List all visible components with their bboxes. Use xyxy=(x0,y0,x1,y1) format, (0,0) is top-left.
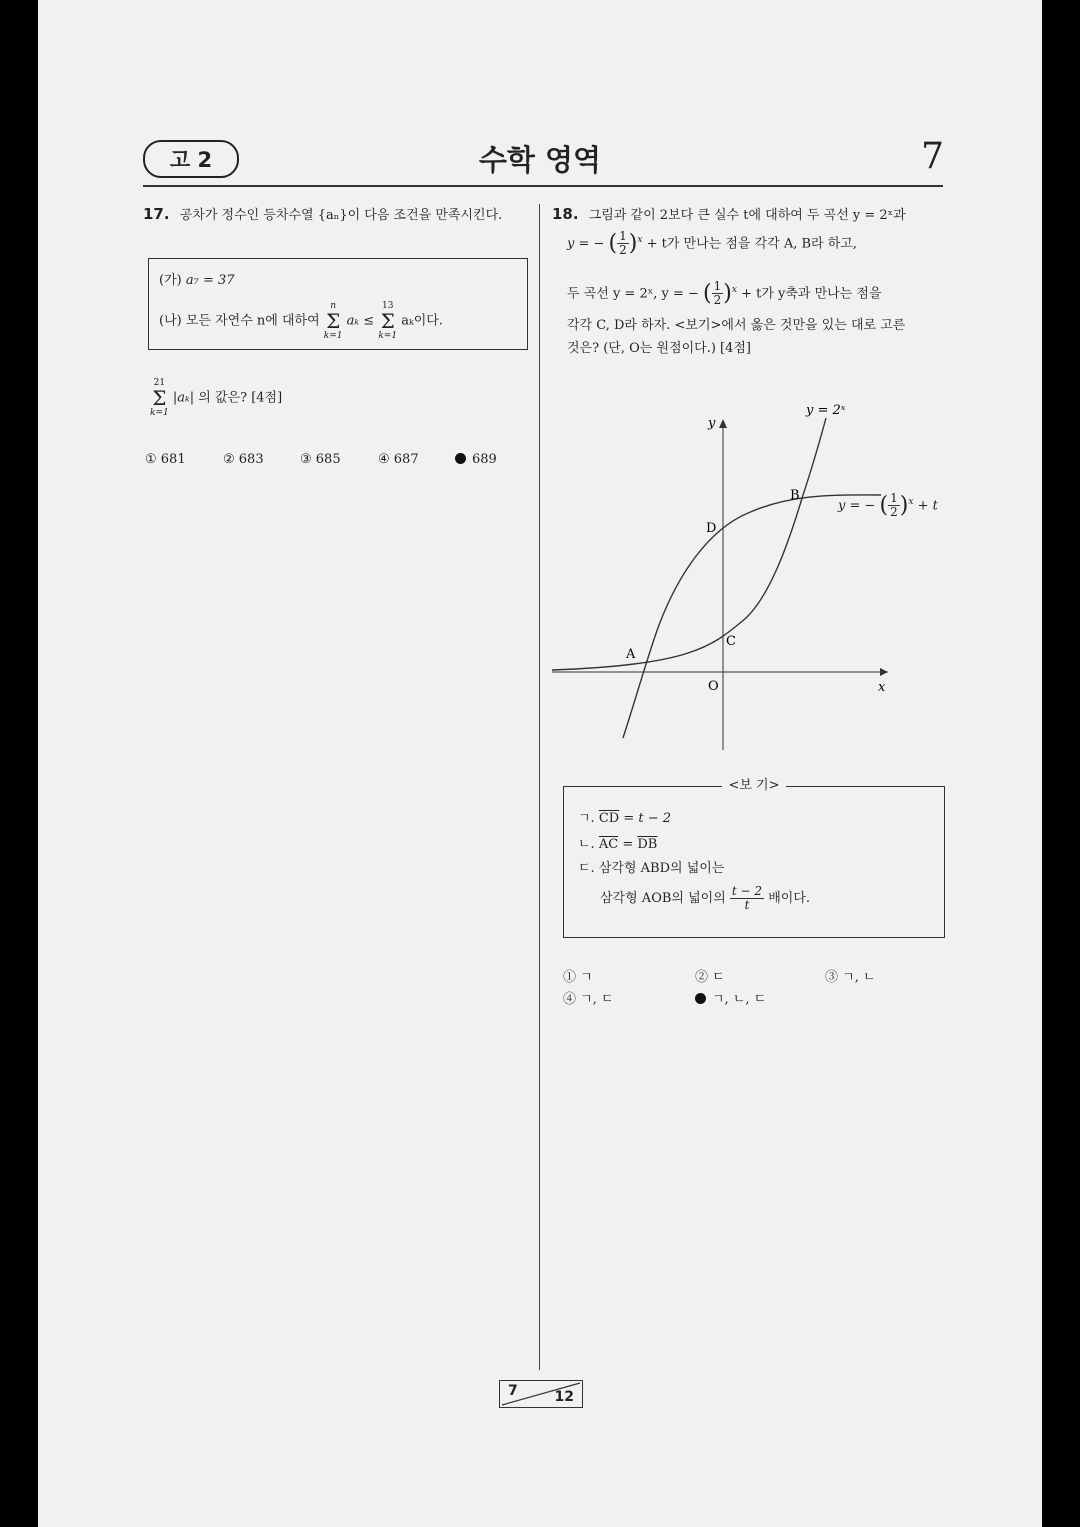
x-axis-label: x xyxy=(878,680,886,695)
exam-page xyxy=(38,0,1042,1527)
question-text-line2: y = − ( $\frac{1}{2}$ )$^x$ + t가 만나는 점을 각각 A, B라 하고, xyxy=(567,229,857,258)
condition-tail: aₖ이다. xyxy=(401,313,443,329)
page-indicator xyxy=(499,1380,583,1408)
curve-label-half: y = − ( $\frac{1}{2}$ )$^x$ + t xyxy=(838,491,938,520)
question-text-line5: 것은? (단, O는 원점이다.) [4점] xyxy=(567,341,752,356)
page-title: 수학 영역 xyxy=(478,143,602,177)
bogi-title: <보 기> xyxy=(722,778,785,793)
bogi-item-3: ㄷ. 삼각형 ABD의 넓이는 xyxy=(578,861,725,876)
grade-badge: 고 2 xyxy=(143,140,239,178)
choice-2[interactable]: ② ㄷ xyxy=(695,970,725,985)
choice-4[interactable]: ④ 687 xyxy=(378,452,419,467)
question-number: 17. xyxy=(143,205,170,223)
point-c-label: C xyxy=(726,634,736,649)
x-axis-arrow-icon xyxy=(880,668,888,676)
inequality: aₖ ≤ xyxy=(346,313,375,329)
current-page: 7 xyxy=(508,1383,518,1399)
page-number: 7 xyxy=(921,136,944,177)
bogi-item-2: ㄴ. $\overline{AC} = \overline{DB}$ xyxy=(578,837,658,852)
condition-na xyxy=(159,301,443,341)
condition-text: a₇ = 37 xyxy=(185,273,235,288)
sum-symbol: n Σ k=1 xyxy=(323,301,343,341)
header-rule xyxy=(143,185,943,187)
graph xyxy=(548,395,948,750)
choice-3[interactable]: ③ 685 xyxy=(300,452,341,467)
choice-1[interactable]: ① 681 xyxy=(145,452,186,467)
question-text: 그림과 같이 2보다 큰 실수 t에 대하여 두 곡선 y = 2ˣ과 xyxy=(588,208,906,223)
question-text: 공차가 정수인 등차수열 {aₙ}이 다음 조건을 만족시킨다. xyxy=(179,208,503,223)
choice-3[interactable]: ③ ㄱ, ㄴ xyxy=(825,970,876,985)
curve-label-2x: y = 2ˣ xyxy=(806,403,846,418)
point-b-label: B xyxy=(790,488,800,503)
question-18 xyxy=(552,204,942,226)
choice-5-marked[interactable]: ㄱ, ㄴ, ㄷ xyxy=(695,990,766,1010)
condition-label: (나) xyxy=(159,313,182,329)
curve-neg-half-x-plus-t xyxy=(623,495,881,738)
question-prompt: 21 Σ k=1 |aₖ| 의 값은? [4점] xyxy=(150,378,283,418)
point-d-label: D xyxy=(706,521,717,536)
condition-label: (가) xyxy=(159,273,182,288)
bogi-box xyxy=(563,778,945,938)
y-axis-label: y xyxy=(708,416,716,431)
condition-text: 모든 자연수 n에 대하여 xyxy=(185,313,320,329)
curve-exp-2x xyxy=(552,418,826,670)
filled-mark-icon xyxy=(695,993,706,1004)
choice-5-marked[interactable]: 689 xyxy=(455,450,497,470)
bogi-item-3-cont: 삼각형 AOB의 넓이의 $\frac{t - 2}{t}$ 배이다. xyxy=(600,884,811,912)
point-a-label: A xyxy=(626,647,636,662)
total-pages: 12 xyxy=(554,1389,574,1405)
filled-mark-icon xyxy=(455,453,466,464)
origin-label: O xyxy=(708,679,719,694)
y-axis-arrow-icon xyxy=(719,419,727,428)
sum-symbol: 13 Σ k=1 xyxy=(378,301,398,341)
column-divider xyxy=(539,204,540,1370)
choice-2[interactable]: ② 683 xyxy=(223,452,264,467)
choice-4[interactable]: ④ ㄱ, ㄷ xyxy=(563,992,614,1007)
question-text-line3: 두 곡선 y = 2ˣ, y = − ( $\frac{1}{2}$ )$^x$ + t가 y축과 만나는 점을 xyxy=(567,279,882,308)
question-17 xyxy=(143,204,528,226)
question-text-line4: 각각 C, D라 하자. <보기>에서 옳은 것만을 있는 대로 고른 xyxy=(567,318,906,333)
condition-box xyxy=(148,258,528,350)
sum-symbol: 21 Σ k=1 xyxy=(150,378,169,418)
choice-1[interactable]: ① ㄱ xyxy=(563,970,593,985)
question-number: 18. xyxy=(552,205,579,223)
condition-ga xyxy=(159,271,235,291)
bogi-item-1: ㄱ. $\overline{CD} = t - 2$ xyxy=(578,811,672,826)
